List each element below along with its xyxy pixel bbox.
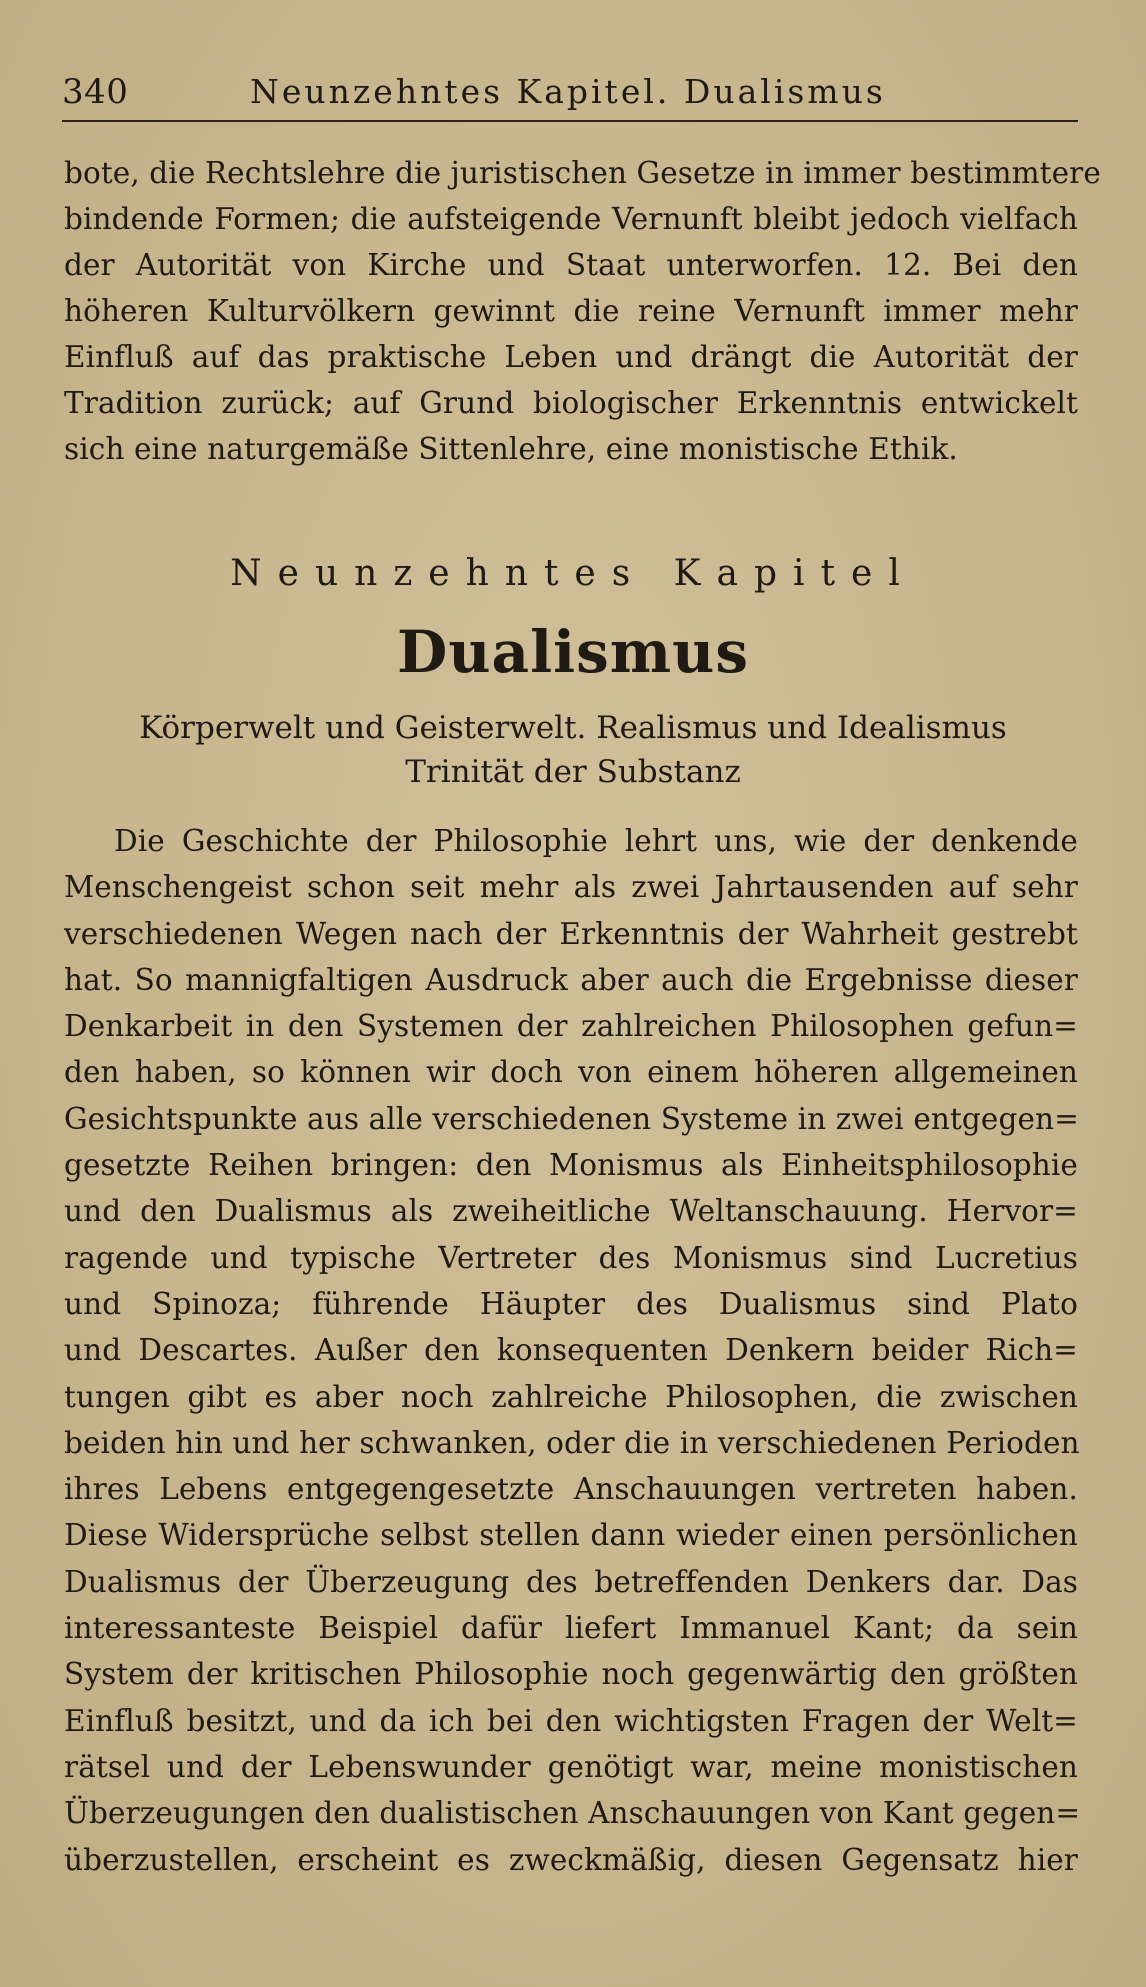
text-line: und den Dualismus als zweiheitliche Weltanschauung. Hervor= bbox=[64, 1194, 1078, 1229]
text-line: rätsel und der Lebenswunder genötigt war, meine monistischen bbox=[64, 1749, 1078, 1784]
text-line: Überzeugungen den dualistischen Anschauungen von Kant gegen= bbox=[64, 1796, 1081, 1831]
text-line: und Spinoza; führende Häupter des Dualismus sind Plato bbox=[64, 1286, 1078, 1321]
text-line: interessanteste Beispiel dafür liefert Immanuel Kant; da sein bbox=[64, 1611, 1078, 1646]
text-line: Die Geschichte der Philosophie lehrt uns, wie der denkende bbox=[114, 824, 1078, 858]
text-line: Diese Widersprüche selbst stellen dann wieder einen persönlichen bbox=[64, 1518, 1078, 1553]
text-line: bindende Formen; die aufsteigende Vernunft bleibt jedoch vielfach bbox=[64, 202, 1078, 236]
text-line: überzustellen, erscheint es zweckmäßig, diesen Gegensatz hier bbox=[64, 1842, 1078, 1877]
previous-chapter-text bbox=[64, 150, 1101, 472]
chapter-subtitle: Trinität der Substanz bbox=[405, 754, 741, 790]
text-line: ragende und typische Vertreter des Monismus sind Lucretius bbox=[64, 1240, 1078, 1275]
text-line: gesetzte Reihen bringen: den Monismus als Einheitsphilosophie bbox=[64, 1148, 1078, 1183]
text-line: den haben, so können wir doch von einem höheren allgemeinen bbox=[64, 1055, 1078, 1090]
text-line: Menschengeist schon seit mehr als zwei Jahrtausenden auf sehr bbox=[64, 870, 1078, 905]
text-line: tungen gibt es aber noch zahlreiche Philosophen, die zwischen bbox=[64, 1379, 1078, 1414]
text-line: Tradition zurück; auf Grund biologischer Erkenntnis entwickelt bbox=[64, 386, 1078, 420]
text-line: Einfluß besitzt, und da ich bei den wichtigsten Fragen der Welt= bbox=[64, 1703, 1078, 1738]
text-line: bote, die Rechtslehre die juristischen Gesetze in immer bestimmtere bbox=[64, 156, 1101, 190]
text-line: Dualismus der Überzeugung des betreffenden Denkers dar. Das bbox=[64, 1564, 1078, 1599]
text-line: höheren Kulturvölkern gewinnt die reine Vernunft immer mehr bbox=[64, 294, 1078, 328]
chapter-subtitle: Körperwelt und Geisterwelt. Realismus und Idealismus bbox=[139, 710, 1007, 746]
page-number: 340 bbox=[62, 72, 129, 112]
text-line: hat. So mannigfaltigen Ausdruck aber auch die Ergebnisse dieser bbox=[64, 962, 1078, 997]
text-line: beiden hin und her schwanken, oder die in verschiedenen Perioden bbox=[64, 1425, 1080, 1460]
text-line: und Descartes. Außer den konsequenten Denkern beider Rich= bbox=[64, 1333, 1078, 1368]
running-header bbox=[62, 62, 1078, 122]
chapter-title: Dualismus bbox=[397, 618, 749, 686]
chapter-body-text bbox=[64, 818, 1081, 1883]
text-line: System der kritischen Philosophie noch gegenwärtig den größten bbox=[64, 1657, 1078, 1692]
text-line: sich eine naturgemäße Sittenlehre, eine monistische Ethik. bbox=[64, 432, 958, 466]
text-line: verschiedenen Wegen nach der Erkenntnis der Wahrheit gestrebt bbox=[64, 916, 1078, 951]
text-line: ihres Lebens entgegengesetzte Anschauungen vertreten haben. bbox=[64, 1472, 1078, 1507]
text-line: Gesichtspunkte aus alle verschiedenen Systeme in zwei entgegen= bbox=[64, 1101, 1079, 1136]
text-line: der Autorität von Kirche und Staat unterworfen. 12. Bei den bbox=[64, 248, 1078, 282]
text-line: Einfluß auf das praktische Leben und drängt die Autorität der bbox=[64, 340, 1078, 374]
chapter-label: Neunzehntes Kapitel bbox=[230, 553, 916, 594]
text-line: Denkarbeit in den Systemen der zahlreichen Philosophen gefun= bbox=[64, 1009, 1078, 1044]
running-title: Neunzehntes Kapitel. Dualismus bbox=[250, 72, 886, 111]
